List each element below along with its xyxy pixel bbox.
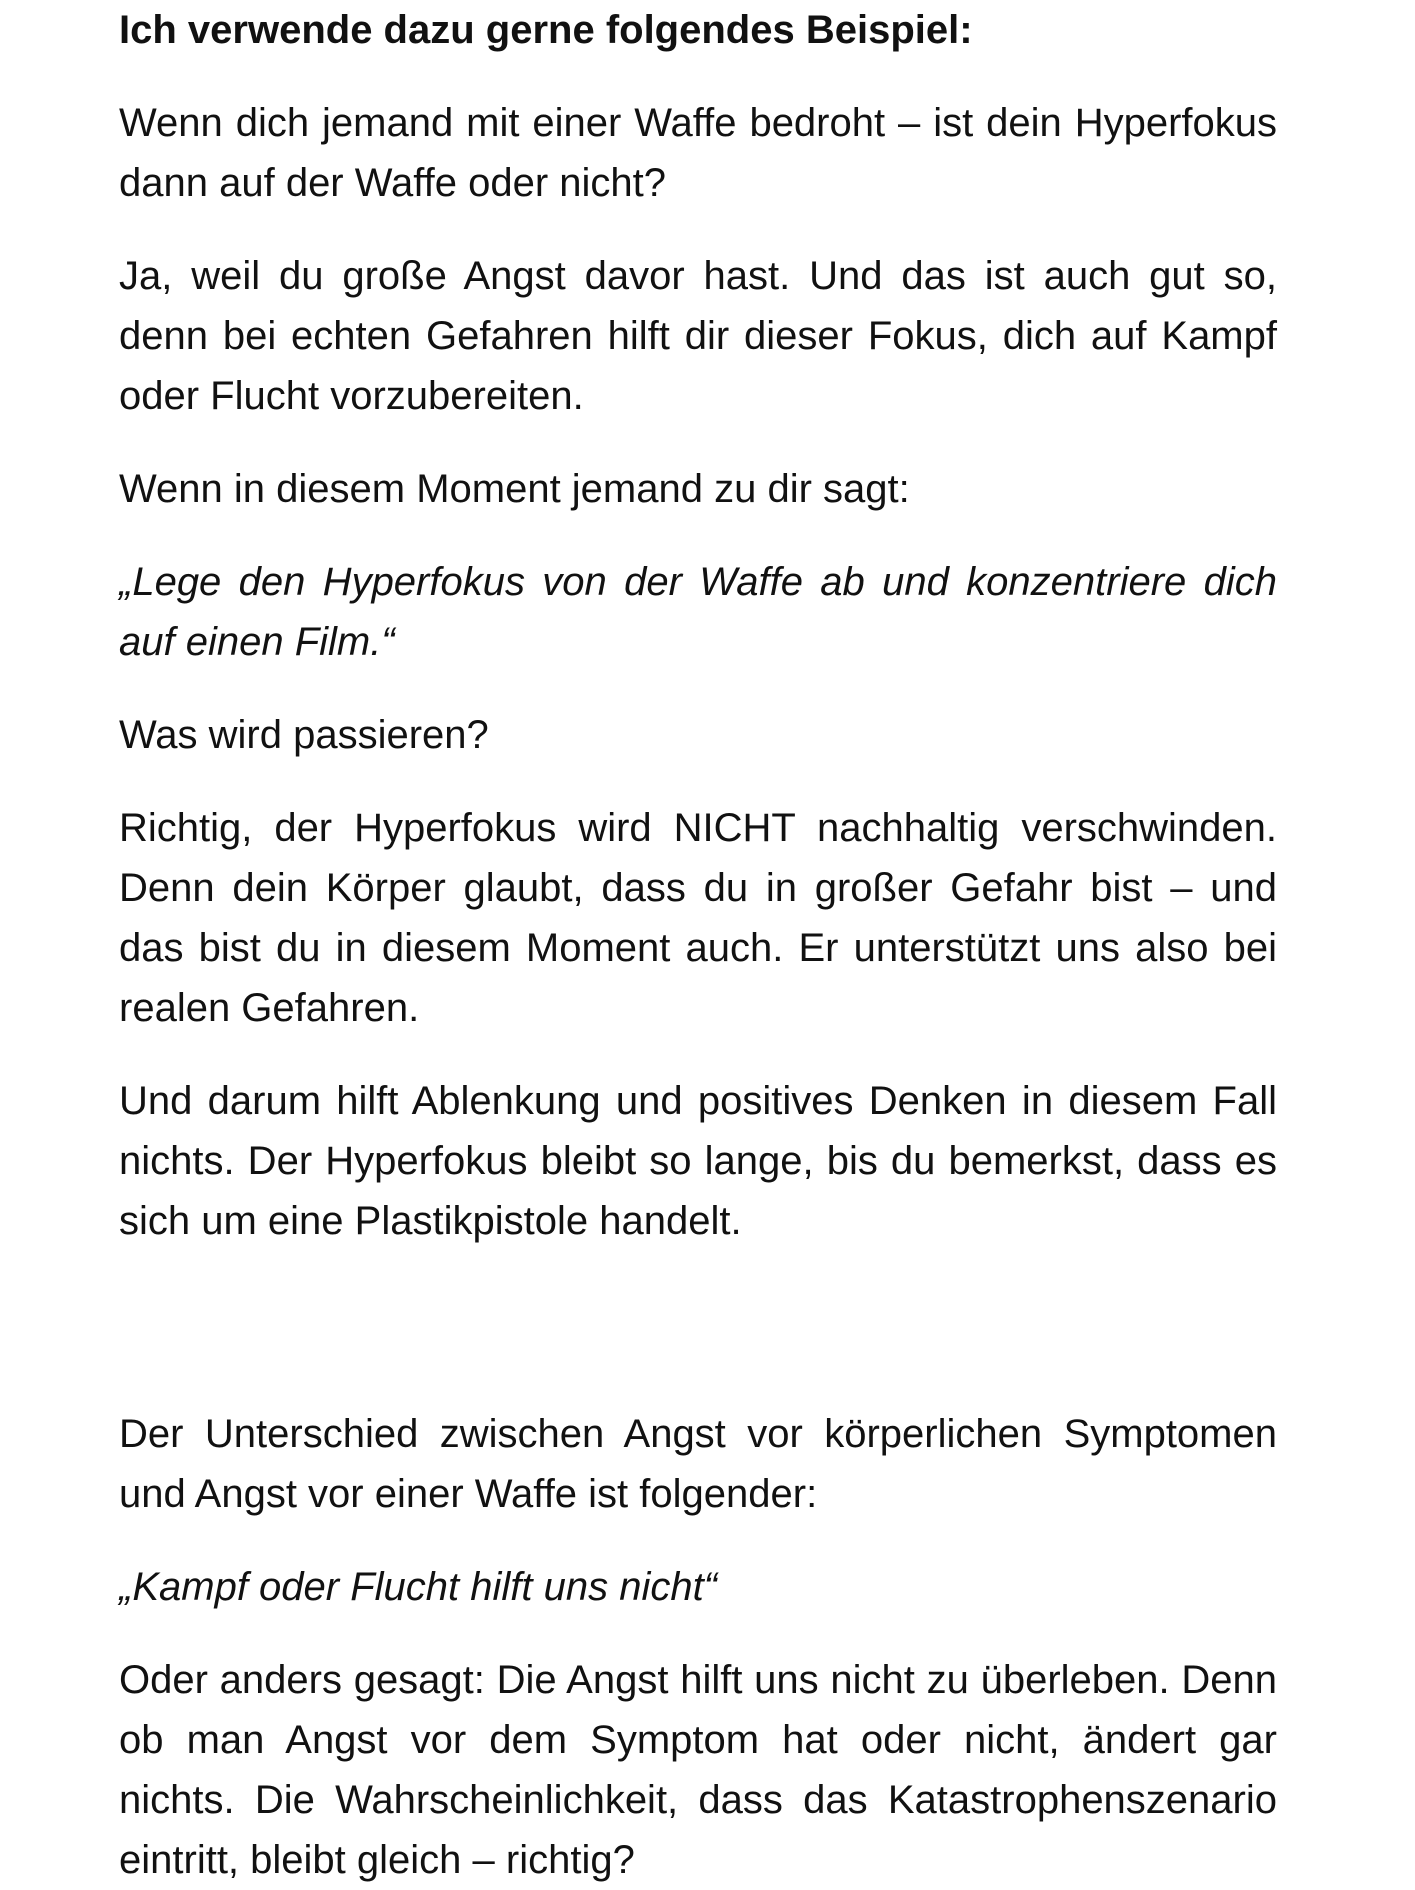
quote-film: „Lege den Hyperfokus von der Waffe ab und konzentriere dich auf einen Film.“ — [119, 560, 1277, 664]
paragraph-moment-intro: Wenn in diesem Moment jemand zu dir sagt: — [119, 467, 910, 511]
paragraph-distraction: Und darum hilft Ablenkung und positives Denken in diesem Fall nichts. Der Hyperfokus bleibt so lange, bis du bemerkst, dass es sich um eine Plastikpistole handelt. — [119, 1079, 1277, 1243]
paragraph-threat-question: Wenn dich jemand mit einer Waffe bedroht – ist dein Hyperfokus dann auf der Waffe oder nicht? — [119, 101, 1277, 205]
paragraph-fear-answer: Ja, weil du große Angst davor hast. Und das ist auch gut so, denn bei echten Gefahren hilft dir dieser Fokus, dich auf Kampf oder Flucht vorzubereiten. — [119, 254, 1277, 418]
document-heading: Ich verwende dazu gerne folgendes Beispiel: — [119, 8, 973, 52]
paragraph-what-happens: Was wird passieren? — [119, 713, 489, 757]
document-page — [119, 0, 1277, 1890]
paragraph-difference: Der Unterschied zwischen Angst vor körperlichen Symptomen und Angst vor einer Waffe ist folgender: — [119, 1412, 1277, 1516]
paragraph-hyperfocus-stays: Richtig, der Hyperfokus wird NICHT nachhaltig verschwinden. Denn dein Körper glaubt, dass du in großer Gefahr bist – und das bist du in diesem Moment auch. Er unterstützt uns also bei realen Gefahren. — [119, 806, 1277, 1030]
quote-fight-flight: „Kampf oder Flucht hilft uns nicht“ — [119, 1565, 718, 1609]
paragraph-conclusion: Oder anders gesagt: Die Angst hilft uns nicht zu überleben. Denn ob man Angst vor dem Symptom hat oder nicht, ändert gar nichts. Die Wahrscheinlichkeit, dass das Katastrophenszenario eintritt, bleibt gleich – richtig? — [119, 1658, 1277, 1882]
